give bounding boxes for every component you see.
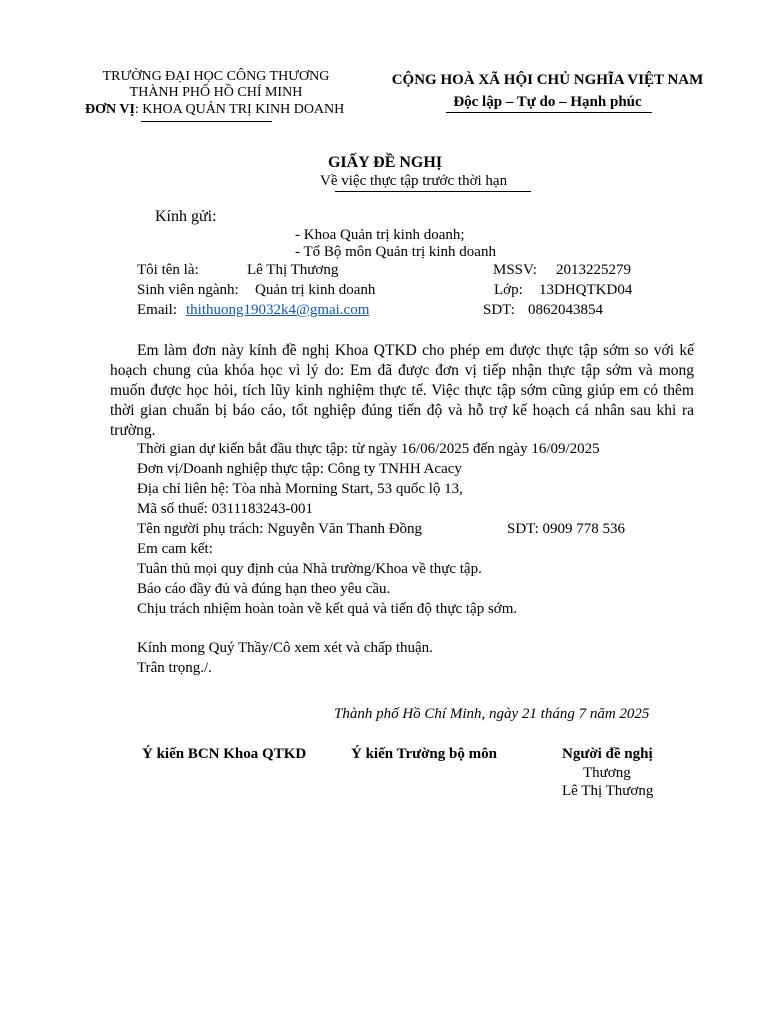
date-line: Thành phố Hồ Chí Minh, ngày 21 tháng 7 năm 2025	[334, 706, 650, 722]
commit-title: Em cam kết:	[137, 541, 213, 557]
document-subject	[320, 173, 507, 190]
subject-rest: ề việc thực tập trước thời hạn	[330, 173, 508, 189]
supervisor-name: Tên người phụ trách: Nguyễn Văn Thanh Đồng	[137, 521, 423, 537]
request-paragraph: Em làm đơn này kính đề nghị Khoa QTKD cho phép em được thực tập sớm so với kế hoạch chung của khóa học vì lý do: Em đã được đơn vị tiếp nhận thực tập sớm và mong muốn được học hỏi, tích lũy kinh nghiệm thực tế. Việc thực tập sớm cũng giúp em có thêm thời gian chuẩn bị báo cáo, tốt nghiệp đúng tiến độ và hỗ trợ kế hoạch cá nhân sau khi ra trường.	[110, 342, 694, 439]
greeting: Kính gửi:	[155, 208, 217, 225]
nation-motto: Độc lập – Tự do – Hạnh phúc	[453, 94, 642, 110]
closing-regards: Trân trọng./.	[137, 660, 212, 676]
company-address: Địa chỉ liên hệ: Tòa nhà Morning Start, 53 quốc lộ 13,	[137, 481, 463, 497]
class-label: Lớp:	[494, 282, 523, 298]
nation-title: CỘNG HOÀ XÃ HỘI CHỦ NGHĨA VIỆT NAM	[391, 72, 704, 88]
phone-label: SDT:	[483, 302, 515, 318]
email-label: Email:	[137, 302, 177, 318]
recipient-2: - Tổ Bộ môn Quản trị kinh doanh	[295, 244, 496, 260]
supervisor-phone: SDT: 0909 778 536	[507, 521, 626, 537]
unit-line	[85, 102, 344, 118]
unit-name: : KHOA QUẢN TRỊ KINH DOANH	[134, 102, 345, 117]
company-tax-code: Mã số thuế: 0311183243-001	[137, 501, 313, 517]
subject-underline	[335, 191, 531, 192]
student-phone: 0862043854	[528, 302, 603, 318]
student-id: 2013225279	[556, 262, 631, 278]
school-name-line1: TRƯỜNG ĐẠI HỌC CÔNG THƯƠNG	[102, 69, 330, 84]
requester-label: Người đề nghị	[562, 746, 653, 762]
dept-head-opinion-label: Ý kiến Trường bộ môn	[351, 746, 497, 762]
school-name-line2: THÀNH PHỐ HỒ CHÍ MINH	[129, 85, 303, 100]
student-major: Quản trị kinh doanh	[255, 282, 376, 298]
unit-underline	[141, 121, 272, 122]
student-name: Lê Thị Thương	[247, 262, 339, 278]
student-class: 13DHQTKD04	[539, 282, 633, 298]
recipient-1: - Khoa Quản trị kinh doanh;	[295, 227, 465, 243]
requester-full-name: Lê Thị Thương	[562, 783, 654, 799]
motto-underline	[446, 112, 652, 113]
email-link[interactable]: thithuong19032k4@gmai.com	[186, 302, 370, 318]
subject-prefix: V	[320, 173, 331, 189]
commit-item-3: Chịu trách nhiệm hoàn toàn về kết quả và tiến độ thực tập sớm.	[137, 601, 518, 617]
name-label: Tôi tên là:	[137, 262, 199, 278]
dean-opinion-label: Ý kiến BCN Khoa QTKD	[142, 746, 307, 762]
commit-item-1: Tuân thủ mọi quy định của Nhà trường/Khoa về thực tập.	[137, 561, 482, 577]
commit-item-2: Báo cáo đầy đủ và đúng hạn theo yêu cầu.	[137, 581, 391, 597]
unit-label: ĐƠN VỊ	[85, 102, 135, 117]
requester-signature: Thương	[583, 765, 631, 781]
id-label: MSSV:	[493, 262, 537, 278]
internship-time: Thời gian dự kiến bắt đầu thực tập: từ ngày 16/06/2025 đến ngày 16/09/2025	[137, 441, 600, 457]
internship-company: Đơn vị/Doanh nghiệp thực tập: Công ty TNHH Acacy	[137, 461, 462, 477]
closing-request: Kính mong Quý Thầy/Cô xem xét và chấp thuận.	[137, 640, 433, 656]
major-label: Sinh viên ngành:	[137, 282, 239, 298]
document-title: GIẤY ĐỀ NGHỊ	[327, 154, 443, 171]
